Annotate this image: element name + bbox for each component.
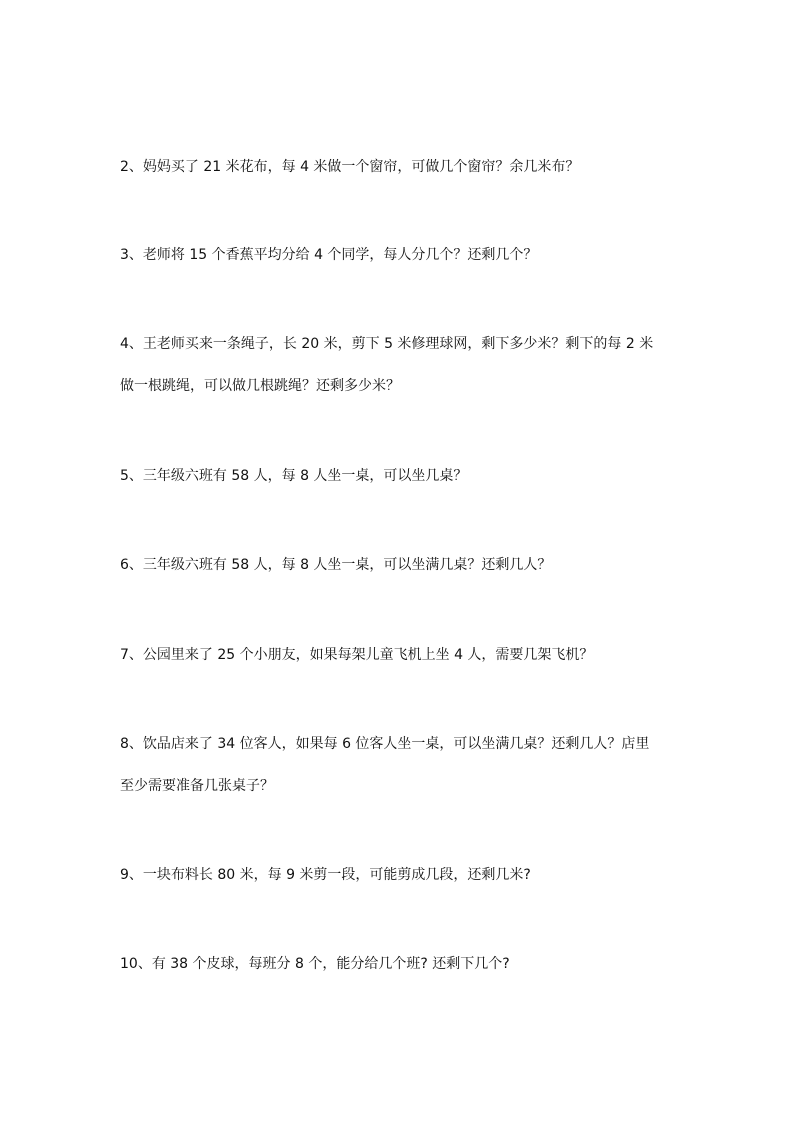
problem-4-line-2: 做一根跳绳，可以做几根跳绳？还剩多少米？ <box>120 378 400 394</box>
problem-8-line-2: 至少需要准备几张桌子？ <box>120 778 274 794</box>
problem-2: 2、妈妈买了 21 米花布，每 4 米做一个窗帘，可做几个窗帘？余几米布？ <box>120 159 580 175</box>
problem-9: 9、一块布料长 80 米，每 9 米剪一段，可能剪成几段，还剩几米? <box>120 867 531 883</box>
problem-3: 3、老师将 15 个香蕉平均分给 4 个同学，每人分几个？还剩几个？ <box>120 247 538 263</box>
problem-10: 10、有 38 个皮球，每班分 8 个，能分给几个班? 还剩下几个? <box>120 956 510 972</box>
problem-6: 6、三年级六班有 58 人，每 8 人坐一桌，可以坐满几桌？还剩几人？ <box>120 557 552 573</box>
problem-7: 7、公园里来了 25 个小朋友，如果每架儿童飞机上坐 4 人，需要几架飞机？ <box>120 647 594 663</box>
problem-8-line-1: 8、饮品店来了 34 位客人，如果每 6 位客人坐一桌，可以坐满几桌？还剩几人？店里 <box>120 736 650 752</box>
problem-5: 5、三年级六班有 58 人，每 8 人坐一桌，可以坐几桌？ <box>120 468 468 484</box>
problem-4-line-1: 4、王老师买来一条绳子，长 20 米，剪下 5 米修理球网，剩下多少米？剩下的每 2 米 <box>120 336 654 352</box>
